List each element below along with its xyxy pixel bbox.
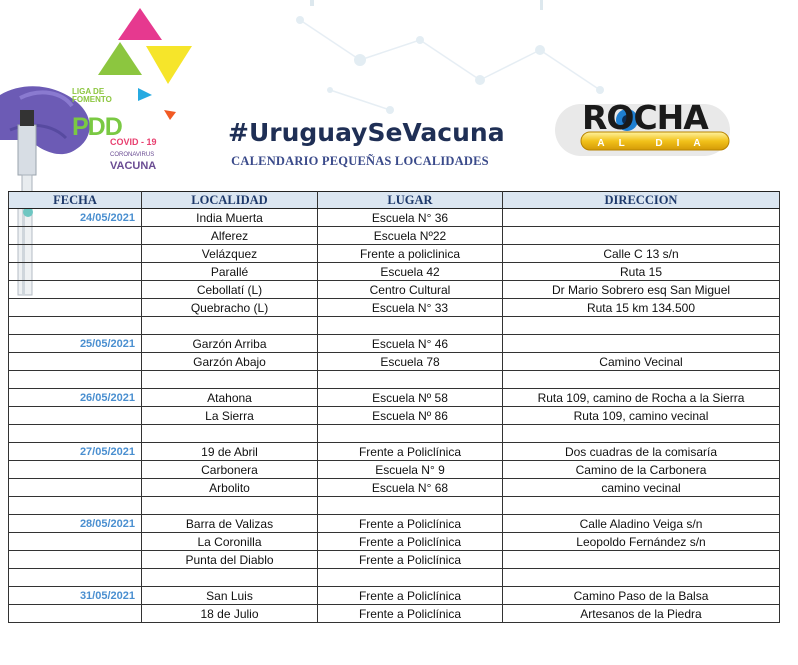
vaccination-calendar-table [8,191,780,623]
localidad-cell: Punta del Diablo [142,551,318,569]
lugar-cell: Frente a Policlínica [318,515,503,533]
lugar-cell: Escuela Nº 58 [318,389,503,407]
direccion-cell [503,425,780,443]
fecha-cell: 26/05/2021 [9,389,142,407]
lugar-cell: Escuela N° 9 [318,461,503,479]
table-row [9,461,780,479]
fecha-cell [9,461,142,479]
pink-triangle-icon [118,8,162,40]
direccion-cell: Ruta 109, camino de Rocha a la Sierra [503,389,780,407]
direccion-cell: Calle C 13 s/n [503,245,780,263]
table-row [9,605,780,623]
table-row [9,263,780,281]
fecha-cell [9,479,142,497]
lugar-cell: Escuela N° 46 [318,335,503,353]
localidad-cell: Alferez [142,227,318,245]
coronavirus-label: CORONAVIRUS [110,152,155,158]
direccion-cell [503,227,780,245]
direccion-cell [503,569,780,587]
direccion-cell [503,317,780,335]
direccion-cell [503,551,780,569]
table-row [9,281,780,299]
lugar-cell: Escuela 42 [318,263,503,281]
localidad-cell: India Muerta [142,209,318,227]
localidad-cell: Quebracho (L) [142,299,318,317]
direccion-cell: Ruta 109, camino vecinal [503,407,780,425]
direccion-cell: Dr Mario Sobrero esq San Miguel [503,281,780,299]
liga-text: LIGA DE FOMENTO [72,87,112,104]
localidad-cell [142,371,318,389]
lugar-cell: Escuela Nº22 [318,227,503,245]
vacuna-label: VACUNA [110,160,157,172]
fecha-cell: 31/05/2021 [9,587,142,605]
fecha-cell: 24/05/2021 [9,209,142,227]
localidad-cell: Carbonera [142,461,318,479]
direccion-cell: camino vecinal [503,479,780,497]
table-row [9,299,780,317]
fecha-cell [9,533,142,551]
fecha-cell [9,263,142,281]
localidad-cell: Atahona [142,389,318,407]
fecha-cell [9,317,142,335]
direccion-cell: Camino Vecinal [503,353,780,371]
table-row [9,497,780,515]
direccion-cell [503,209,780,227]
lugar-cell: Frente a Policlínica [318,551,503,569]
lugar-cell: Frente a Policlínica [318,533,503,551]
localidad-cell: La Sierra [142,407,318,425]
table-row [9,515,780,533]
lugar-cell [318,425,503,443]
fecha-cell: 25/05/2021 [9,335,142,353]
direccion-cell: Ruta 15 km 134.500 [503,299,780,317]
page-subtitle: CALENDARIO PEQUEÑAS LOCALIDADES [231,154,489,168]
localidad-cell [142,569,318,587]
lugar-cell: Escuela N° 36 [318,209,503,227]
green-triangle-icon [98,42,142,75]
localidad-cell [142,317,318,335]
lugar-cell: Frente a Policlínica [318,443,503,461]
liga-fomento-label [72,88,132,104]
lugar-cell: Escuela N° 33 [318,299,503,317]
fecha-cell [9,551,142,569]
localidad-cell: Garzón Arriba [142,335,318,353]
fecha-cell [9,299,142,317]
table-row [9,245,780,263]
table-row [9,425,780,443]
fecha-cell [9,407,142,425]
direccion-cell: Ruta 15 [503,263,780,281]
direccion-cell [503,371,780,389]
lugar-cell: Escuela N° 68 [318,479,503,497]
table-row [9,209,780,227]
lugar-cell [318,497,503,515]
localidad-cell: San Luis [142,587,318,605]
lugar-cell: Frente a policlinica [318,245,503,263]
table-row [9,533,780,551]
pdd-brand-text: PDD [72,113,122,141]
table-row [9,569,780,587]
table-row [9,335,780,353]
table-row [9,389,780,407]
lugar-cell: Frente a Policlínica [318,605,503,623]
lugar-cell: Escuela 78 [318,353,503,371]
direccion-cell: Calle Aladino Veiga s/n [503,515,780,533]
column-header-lugar: LUGAR [318,192,503,209]
localidad-cell: Cebollatí (L) [142,281,318,299]
direccion-cell: Camino Paso de la Balsa [503,587,780,605]
table-row [9,551,780,569]
table-row [9,587,780,605]
direccion-cell [503,497,780,515]
fecha-cell [9,425,142,443]
localidad-cell [142,425,318,443]
table-row [9,227,780,245]
table-header-row [9,192,780,209]
localidad-cell: 18 de Julio [142,605,318,623]
localidad-cell [142,497,318,515]
page-title: #UruguaySeVacuna [228,118,505,147]
table-row [9,353,780,371]
table-row [9,479,780,497]
fecha-cell [9,569,142,587]
localidad-cell: Velázquez [142,245,318,263]
covid-label: COVID - 19 [110,137,157,147]
yellow-triangle-icon [146,46,192,84]
lugar-cell [318,317,503,335]
localidad-cell: Parallé [142,263,318,281]
fecha-cell [9,371,142,389]
fecha-cell [9,605,142,623]
fecha-cell: 28/05/2021 [9,515,142,533]
direccion-cell: Leopoldo Fernández s/n [503,533,780,551]
localidad-cell: La Coronilla [142,533,318,551]
fecha-cell [9,245,142,263]
al-dia-text: AL DIA [597,138,715,149]
direccion-cell [503,335,780,353]
localidad-cell: 19 de Abril [142,443,318,461]
localidad-cell: Arbolito [142,479,318,497]
column-header-localidad: LOCALIDAD [142,192,318,209]
table-row [9,317,780,335]
column-header-direccion: DIRECCION [503,192,780,209]
direccion-cell: Dos cuadras de la comisaría [503,443,780,461]
fecha-cell [9,353,142,371]
fecha-cell: 27/05/2021 [9,443,142,461]
fecha-cell [9,497,142,515]
direccion-cell: Artesanos de la Piedra [503,605,780,623]
table-row [9,371,780,389]
fecha-cell [9,281,142,299]
direccion-cell: Camino de la Carbonera [503,461,780,479]
fecha-cell [9,227,142,245]
lugar-cell: Escuela Nº 86 [318,407,503,425]
lugar-cell: Centro Cultural [318,281,503,299]
localidad-cell: Barra de Valizas [142,515,318,533]
lugar-cell [318,371,503,389]
lugar-cell [318,569,503,587]
lugar-cell: Frente a Policlínica [318,587,503,605]
column-header-fecha: FECHA [9,192,142,209]
localidad-cell: Garzón Abajo [142,353,318,371]
rocha-word: ROCHA [582,98,708,137]
table-row [9,407,780,425]
table-row [9,443,780,461]
